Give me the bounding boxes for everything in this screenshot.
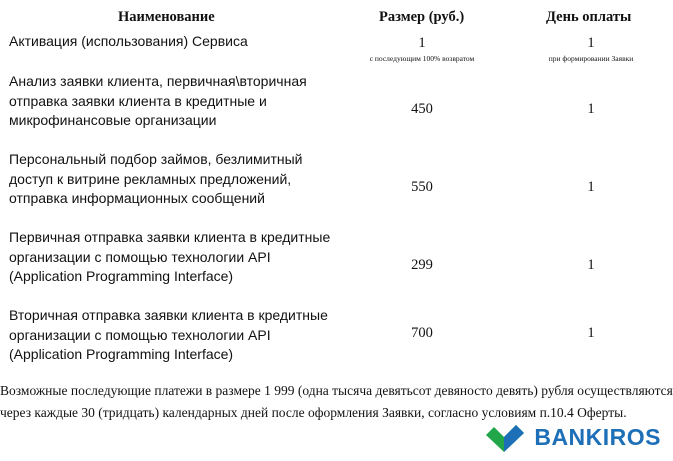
- header-amount: Размер (руб.): [379, 9, 465, 25]
- header-name: Наименование: [118, 9, 215, 25]
- row-1-name: Активация (использования) Сервиса: [9, 33, 248, 49]
- row-2-amount: 450: [411, 101, 433, 117]
- row-3-name: Персональный подбор займов, безлимитный доступ к витрине рекламных предложений, отправка информационных сообщений: [9, 151, 303, 206]
- row-2-name: Анализ заявки клиента, первичная\вторичная отправка заявки клиента в кредитные и микрофинансовые организации: [9, 73, 307, 128]
- row-1-payday-note: при формировании Заявки: [548, 54, 634, 63]
- row-4-payday: 1: [587, 257, 595, 273]
- row-1-amount: 1: [418, 35, 426, 51]
- header-payday: День оплаты: [546, 9, 632, 25]
- row-4-name: Первичная отправка заявки клиента в кредитные организации с помощью технологии API (Application Programming Interface): [9, 229, 331, 284]
- row-5-amount: 700: [411, 325, 433, 341]
- row-5-payday: 1: [587, 325, 595, 341]
- row-2-payday: 1: [587, 101, 595, 117]
- row-1-payday: 1: [587, 35, 595, 51]
- footer-line-2: через каждые 30 (тридцать) календарных дней после оформления Заявки, согласно условиям п.10.4 Оферты.: [0, 405, 627, 420]
- footer-line-1: Возможные последующие платежи в размере 1 999 (одна тысяча девятьсот девяносто девять) рубля осуществляются: [0, 383, 673, 398]
- row-3-payday: 1: [587, 179, 595, 195]
- bankiros-logo: [484, 419, 661, 455]
- row-3-amount: 550: [411, 179, 433, 195]
- row-1-amount-note: с последующим 100% возвратом: [369, 54, 475, 63]
- row-5-name: Вторичная отправка заявки клиента в кредитные организации с помощью технологии API (Application Programming Interface): [9, 307, 328, 362]
- footer-note: [0, 380, 672, 424]
- logo-text: BANKIROS: [534, 423, 661, 450]
- checkmark-icon: [484, 421, 526, 453]
- row-4-amount: 299: [411, 257, 433, 273]
